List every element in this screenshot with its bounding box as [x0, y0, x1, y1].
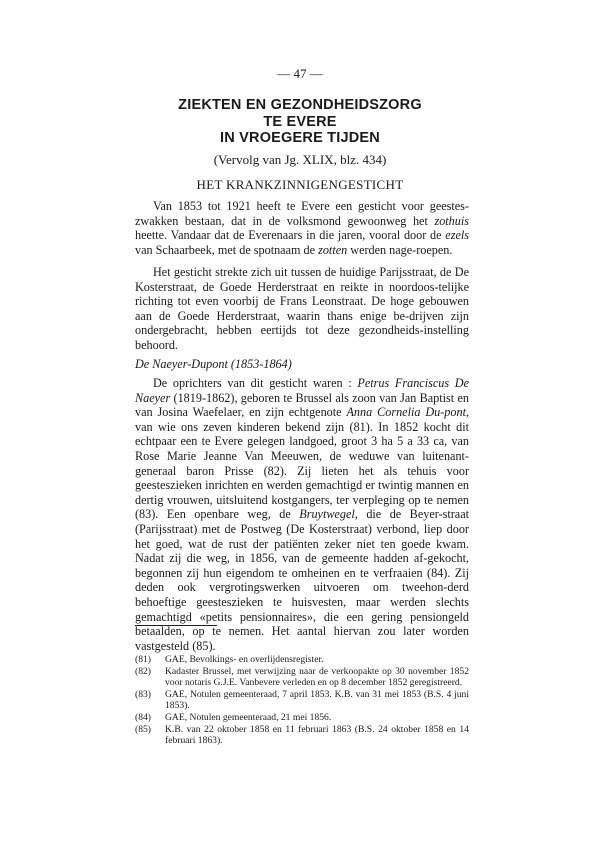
footnote [135, 712, 469, 724]
text-run: , van wie ons zeven kinderen bekend zijn (81). In 1852 kocht dit echtpaar een te Evere gelegen landgoed, groot 3 ha 5 a 33 ca, van Rose Marie Jeanne Van Meeuwen, de weduwe van luitenant-generaal baron Prisse (82). Zij lieten het als tehuis voor geesteszieken inrichten en werden gemachtigd er twintig mannen en dertig vrouwen, uitsluitend kostgangers, ter verpleging op te nemen (83). Een openbare weg, de [135, 405, 470, 522]
subheading: De Naeyer-Dupont (1853-1864) [135, 357, 292, 371]
footnote-text: GAE, Notulen gemeenteraad, 21 mei 1856. [165, 711, 332, 723]
footnote-text: GAE, Notulen gemeenteraad, 7 april 1853. K.B. van 31 mei 1853 (B.S. 4 juni 1853). [165, 688, 469, 712]
text-run: van Schaarbeek, met de spotnaam de [135, 242, 319, 257]
text-run: Van 1853 tot 1921 heeft te Evere een gesticht voor geestes-zwakken bestaan, dat in de volksmond gewoonweg het [135, 199, 469, 228]
text-run: , die de Beyer-straat (Parijsstraat) met de Postweg (De Kosterstraat) verbond, liep door het goed, wat de rust der patiënten zeker niet ten goede kwam. Nadat zij die weg, in 1856, van de gemeente hadden af-gekocht, begonnen zij hun eigendom te omheinen en te verfraaien (84). Zij deden ook vergrotingswerken uitvoeren om tweehon-derd behoeftige geesteszieken te huisvesten, maar werden slechts gemachtigd «petits pensionnaires», die een gering pensiongeld betaalden, op te nemen. Het aantal hiervan zou later worden vastgesteld (85). [135, 507, 469, 653]
paragraph-1 [135, 199, 469, 257]
text-run: De oprichters van dit gesticht waren : [153, 376, 358, 390]
footnote-text: K.B. van 22 oktober 1858 en 11 februari 1863 (B.S. 24 oktober 1858 en 14 februari 1863). [165, 723, 469, 747]
footnote-number: (83) [135, 688, 151, 700]
footnote [135, 724, 469, 747]
title-line: ZIEKTEN EN GEZONDHEIDSZORG [178, 97, 422, 113]
footnote [135, 689, 469, 712]
footnote-text: Kadaster Brussel, met verwijzing naar de verkoopakte op 30 november 1852 voor notaris G.J.E. Vanbevere verleden en op 8 december 1852 geregistreerd. [165, 665, 469, 689]
footnote [135, 666, 469, 689]
text-run: heette. Vandaar dat de Everenaars in die jaren, vooral door de [135, 228, 446, 243]
footnote-number: (85) [135, 723, 151, 735]
footnote [135, 654, 469, 666]
text-run: (1819-1862), geboren te Brussel als zoon van Jan Baptist en van Josina Waefelaer, en zijn echtgenote [135, 390, 469, 420]
paragraph-3 [135, 376, 469, 653]
italic-term: Petrus Franciscus De Naeyer [135, 376, 469, 405]
section-heading: HET KRANKZINNIGENGESTICHT [196, 177, 404, 192]
italic-term: zothuis [434, 213, 469, 228]
text-run: werden nage-roepen. [347, 242, 453, 257]
footnote-text: GAE, Bevolkings- en overlijdensregister. [165, 654, 324, 665]
footnote-number: (84) [135, 711, 151, 723]
article-title [0, 97, 600, 147]
continuation-note: (Vervolg van Jg. XLIX, blz. 434) [213, 152, 387, 167]
footnote-divider [135, 625, 217, 626]
italic-term: Bruytwegel [299, 507, 355, 522]
italic-term: ezels [445, 228, 469, 243]
italic-term: zotten [318, 242, 348, 257]
title-line: TE EVERE [263, 113, 337, 130]
footnote-number: (81) [135, 654, 151, 665]
footnote-number: (82) [135, 665, 151, 677]
title-line: IN VROEGERE TIJDEN [220, 130, 380, 146]
paragraph-text: Het gesticht strekte zich uit tussen de huidige Parijsstraat, de De Kosterstraat, de Goede Herderstraat en reikte in noordoos-telijke richting tot even voorbij de Frans Leonstraat. De hoge gebouwen aan de Goede Herderstraat, waarin thans enige be-drijven zijn ondergebracht, hebben eertijds tot deze gezondheids-instelling behoord. [135, 265, 469, 352]
footnotes [135, 654, 469, 747]
paragraph-2 [135, 265, 469, 353]
page-number: — 47 — [277, 66, 323, 81]
italic-term: Anna Cornelia Du-pont [346, 405, 466, 420]
